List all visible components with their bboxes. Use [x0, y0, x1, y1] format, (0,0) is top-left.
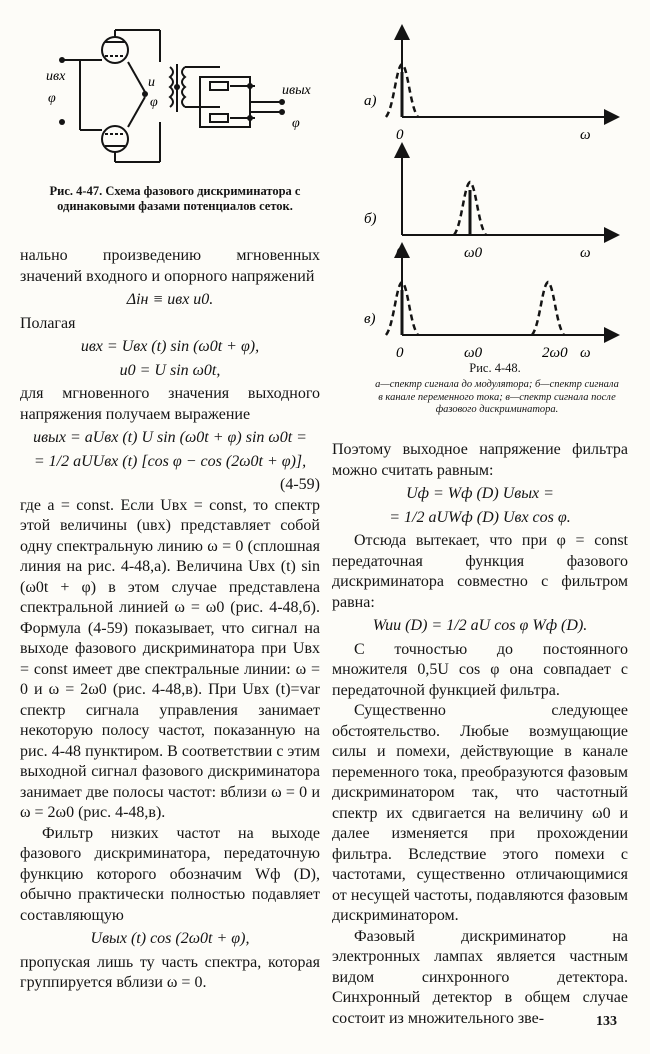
- panel-label: а): [364, 93, 377, 109]
- figure-4-48-description: а—спектр сигнала до модулятора; б—спектр сигнала в канале переменного тока; в—спектр сигнала после фазового дискриминатора.: [375, 379, 619, 415]
- left-eq3-number: (4-59): [280, 476, 320, 493]
- panel-label: б): [364, 211, 377, 227]
- figure-4-47-caption: Рис. 4-47. Схема фазового дискриминатора с одинаковыми фазами потенциалов сеток.: [49, 184, 301, 213]
- right-p2: Отсюда вытекает, что при φ = const передаточная функция фазового дискриминатора совместно с фильтром равна:: [332, 532, 628, 611]
- axis-label: ω: [580, 127, 591, 143]
- right-eq2: Wuu (D) = 1/2 aU cos φ Wф (D).: [372, 617, 588, 634]
- left-p6: пропуская лишь ту часть спектра, которая группируется вблизи ω = 0.: [20, 953, 320, 991]
- tick-label: 0: [396, 245, 404, 261]
- tick-label: 2ω0: [542, 345, 568, 361]
- tick-label: ω0: [464, 345, 483, 361]
- tick-label: 0: [396, 345, 404, 361]
- tick-label: 0: [396, 127, 404, 143]
- left-eq2a: uвх = Uвх (t) sin (ω0t + φ),: [80, 338, 260, 355]
- left-eq1: Δiн ≡ uвх u0.: [126, 291, 214, 308]
- tick-label: ω0: [464, 245, 483, 261]
- fig447-ground-label: φ: [48, 91, 56, 106]
- left-p5: Фильтр низких частот на выходе фазового дискриминатора, передаточную функцию которого обозначим Wф (D), обычно практически полностью подавляет составляющую: [20, 824, 320, 924]
- left-p3: для мгновенного значения выходного напряжения получаем выражение: [20, 385, 320, 423]
- left-p1: нально произведению мгновенных значений входного и опорного напряжений: [20, 247, 320, 285]
- right-column: [332, 440, 628, 1029]
- page-number: 133: [596, 1014, 617, 1029]
- right-eq1a: Uф = Wф (D) Uвых =: [406, 485, 554, 502]
- spectrum-panel-2: [364, 250, 612, 361]
- right-p3: С точностью до постоянного множителя 0,5U cos φ она совпадает с передаточной функцией фильтра.: [332, 640, 628, 699]
- spectrum-panel-0: [364, 32, 612, 143]
- right-p5: Фазовый дискриминатор на электронных лампах является частным видом синхронного детектора. Синхронный детектор в общем случае состоит из множительного зве-: [332, 927, 628, 1027]
- fig447-ground2-label: φ: [150, 95, 158, 110]
- left-p4: где a = const. Если Uвх = const, то спектр этой величины (uвх) представляет собой одну спектральную линию ω = 0 (сплошная линия на рис. 4-48,а). Величина Uвх (t) sin (ω0t + φ) в этом случае представлена спектральной линией ω = ω0 (рис. 4-48,б). Формула (4-59) показывает, что сигнал на выходе фазового дискриминатора при Uвх = const имеет две спектральные линии: ω = 0 и ω = 2ω0 (рис. 4-48,в). При Uвх (t)=var спектр сигнала управления занимает некоторую полосу частот, показанную на рис. 4-48 пунктиром. В соответствии с этим выходной сигнал фазового дискриминатора занимает две полосы частот: вблизи ω = 0 и ω = 2ω0 (рис. 4-48,в).: [20, 496, 320, 821]
- figure-4-47-circuit: [20, 22, 320, 182]
- dashed-band: [532, 282, 564, 335]
- spectrum-panel-1: [364, 150, 612, 261]
- panel-label: в): [364, 311, 376, 327]
- fig447-output-label: uвых: [282, 83, 311, 98]
- left-eq3b: = 1/2 aUUвх (t) [cos φ − cos (2ω0t + φ)],: [33, 452, 307, 470]
- fig447-output-ground-label: φ: [292, 116, 300, 131]
- right-p4: Существенно следующее обстоятельство. Любые возмущающие силы и помехи, действующие в канале переменного тока, преобразуются фазовым дискриминатором так, что частотный спектр их сдвигается на величину ω0 и далее изменяется при прохождении фильтра. Вследствие этого помехи с частотами, существенно отличающимися от несущей частоты, подавляются фазовым дискриминатором.: [332, 702, 628, 924]
- left-eq2b: u0 = U sin ω0t,: [119, 361, 221, 379]
- left-eq4: Uвых (t) cos (2ω0t + φ),: [90, 930, 250, 947]
- left-eq3a: uвых = aUвх (t) U sin (ω0t + φ) sin ω0t =: [33, 429, 307, 446]
- fig447-input-label: uвх: [46, 69, 66, 84]
- left-column: [20, 246, 320, 994]
- fig447-u-label: u: [148, 75, 155, 90]
- figure-4-48-spectra: [330, 22, 628, 382]
- axis-label: ω: [580, 245, 591, 261]
- figure-4-48-caption: Рис. 4-48.: [469, 361, 521, 375]
- right-p1: Поэтому выходное напряжение фильтра можно считать равным:: [332, 441, 628, 479]
- axis-label: ω: [580, 345, 591, 361]
- left-p2: Полагая: [20, 314, 76, 332]
- right-eq1b: = 1/2 aUWф (D) Uвх cos φ.: [389, 508, 571, 526]
